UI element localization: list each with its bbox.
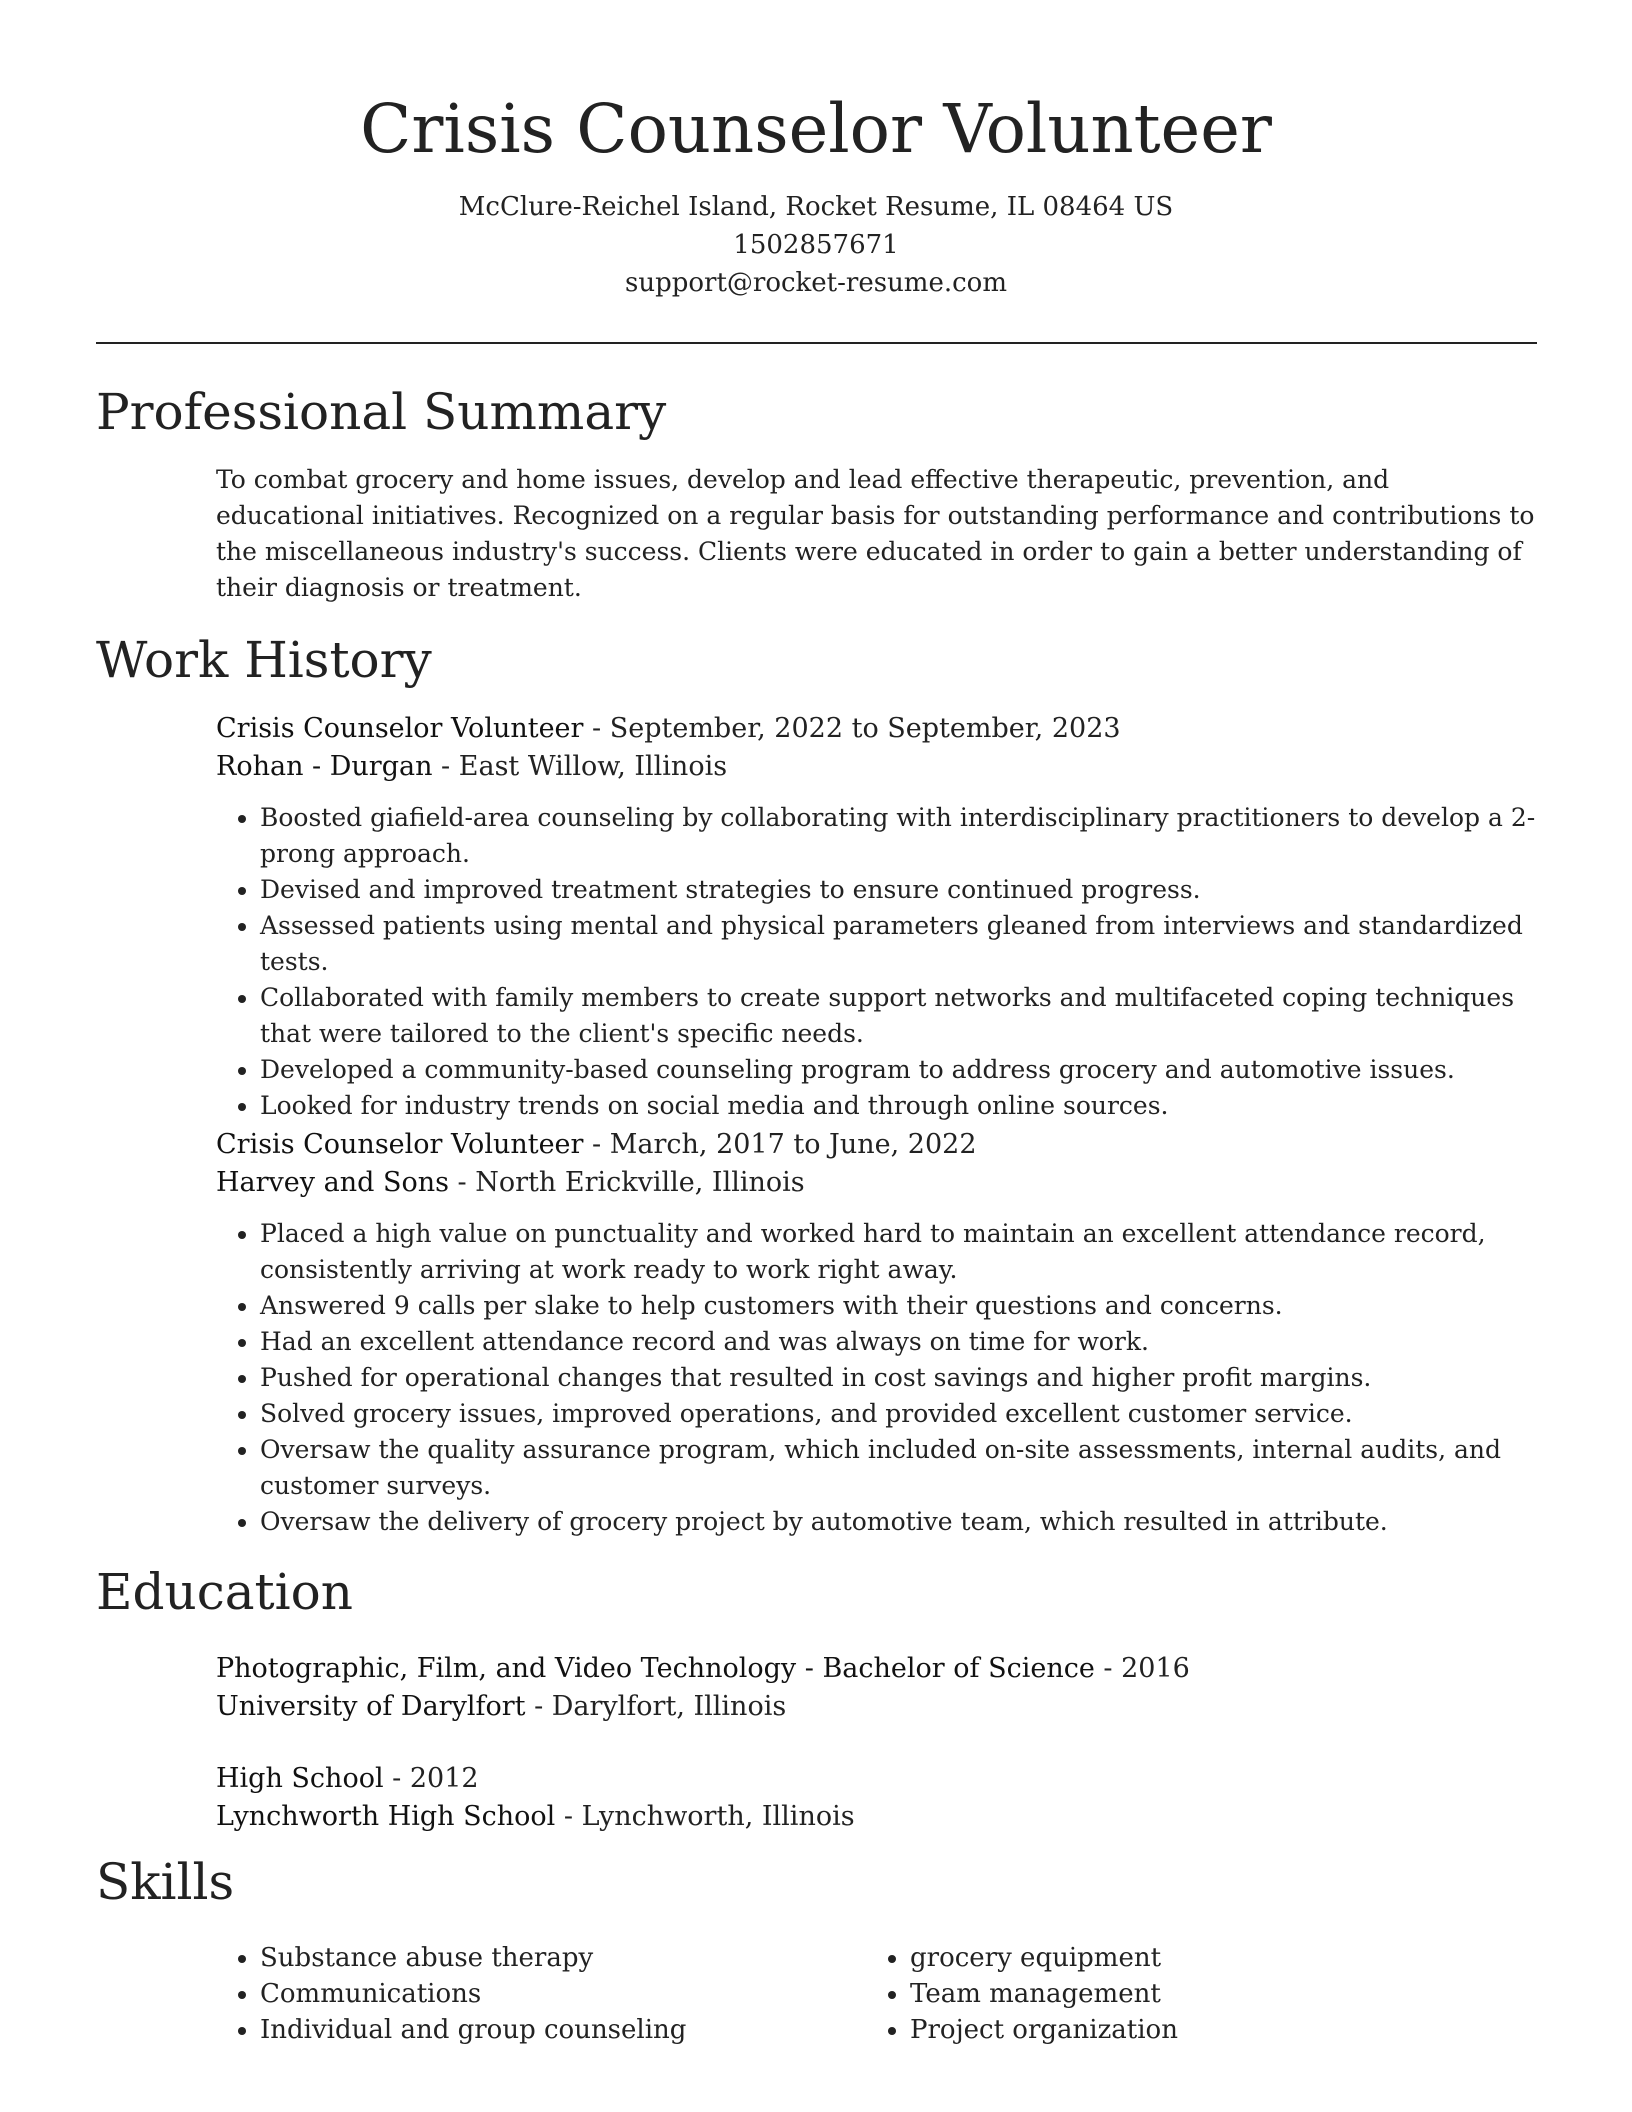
school-line [216,1798,1542,1836]
contact-info [0,188,1632,302]
school-location: - Lynchworth, Illinois [555,1801,855,1832]
job-entry [216,710,1542,1124]
school-line [216,1688,1542,1726]
job-company: Rohan - Durgan [216,751,433,782]
resume-header [0,0,1632,302]
section-title-education: Education [96,1563,353,1621]
skills-list [216,1940,1516,2048]
skills-column-right [866,1940,1516,2048]
job-title: Crisis Counselor Volunteer [216,1129,584,1160]
job-location: - East Willow, Illinois [432,751,728,782]
list-item: • Assessed patients using mental and physical parameters gleaned from interviews and standardized tests. [260,908,1542,980]
degree-line [216,1650,1542,1688]
address: McClure-Reichel Island, Rocket Resume, IL 08464 US [458,192,1174,222]
list-item: • Oversaw the quality assurance program, which included on-site assessments, internal audits, and customer surveys. [260,1432,1542,1504]
skills-column-left [216,1940,866,2048]
list-item: • Developed a community-based counseling program to address grocery and automotive issues. [260,1052,1542,1088]
degree: Photographic, Film, and Video Technology - Bachelor of Science [216,1653,1095,1684]
list-item: • Oversaw the delivery of grocery project by automotive team, which resulted in attribute. [260,1504,1542,1540]
skills-bullets [866,1940,1516,2048]
list-item: • Collaborated with family members to create support networks and multifaceted coping techniques that were tailored to the client's specific needs. [260,980,1542,1052]
phone: 1502857671 [733,230,899,260]
degree: High School [216,1763,384,1794]
skills-bullets [216,1940,866,2048]
skill-item: • Substance abuse therapy [260,1940,866,1976]
header-divider [96,342,1537,344]
job-bullets [216,1216,1542,1540]
job-bullets [216,800,1542,1124]
job-company-line [216,1164,1542,1202]
skill-item: • Individual and group counseling [260,2012,866,2048]
section-title-work: Work History [96,631,432,689]
section-title-skills: Skills [96,1853,235,1911]
job-company-line [216,748,1542,786]
list-item: • Solved grocery issues, improved operations, and provided excellent customer service. [260,1396,1542,1432]
job-location: - North Erickville, Illinois [448,1167,805,1198]
list-item: • Looked for industry trends on social media and through online sources. [260,1088,1542,1124]
school-location: - Darylfort, Illinois [525,1691,787,1722]
candidate-name: Crisis Counselor Volunteer [360,90,1272,168]
list-item: • Pushed for operational changes that resulted in cost savings and higher profit margins. [260,1360,1542,1396]
school-name: Lynchworth High School [216,1801,556,1832]
education-entry [216,1760,1542,1836]
degree-line [216,1760,1542,1798]
job-entry [216,1126,1542,1540]
job-dates: - March, 2017 to June, 2022 [583,1129,977,1160]
job-company: Harvey and Sons [216,1167,449,1198]
skill-item: • Project organization [910,2012,1516,2048]
list-item: • Placed a high value on punctuality and worked hard to maintain an excellent attendance record, consistently arriving at work ready to work right away. [260,1216,1542,1288]
degree-year: - 2012 [383,1763,479,1794]
education-entry [216,1650,1542,1726]
list-item: • Devised and improved treatment strategies to ensure continued progress. [260,872,1542,908]
skill-item: • Communications [260,1976,866,2012]
school-name: University of Darylfort [216,1691,526,1722]
email: support@rocket-resume.com [624,268,1007,298]
section-title-summary: Professional Summary [96,383,667,441]
list-item: • Answered 9 calls per slake to help customers with their questions and concerns. [260,1288,1542,1324]
summary-text: To combat grocery and home issues, develop and lead effective therapeutic, prevention, and educational initiatives. Recognized on a regular basis for outstanding performance and contributions to the miscellaneous industry's success. Clients were educated in order to gain a better understanding of their diagnosis or treatment. [216,465,1535,602]
job-dates: - September, 2022 to September, 2023 [583,713,1121,744]
skill-item: • grocery equipment [910,1940,1516,1976]
job-title-line [216,710,1542,748]
job-title: Crisis Counselor Volunteer [216,713,584,744]
job-title-line [216,1126,1542,1164]
degree-year: - 2016 [1094,1653,1190,1684]
list-item: • Had an excellent attendance record and was always on time for work. [260,1324,1542,1360]
skill-item: • Team management [910,1976,1516,2012]
list-item: • Boosted giafield-area counseling by collaborating with interdisciplinary practitioners to develop a 2-prong approach. [260,800,1542,872]
